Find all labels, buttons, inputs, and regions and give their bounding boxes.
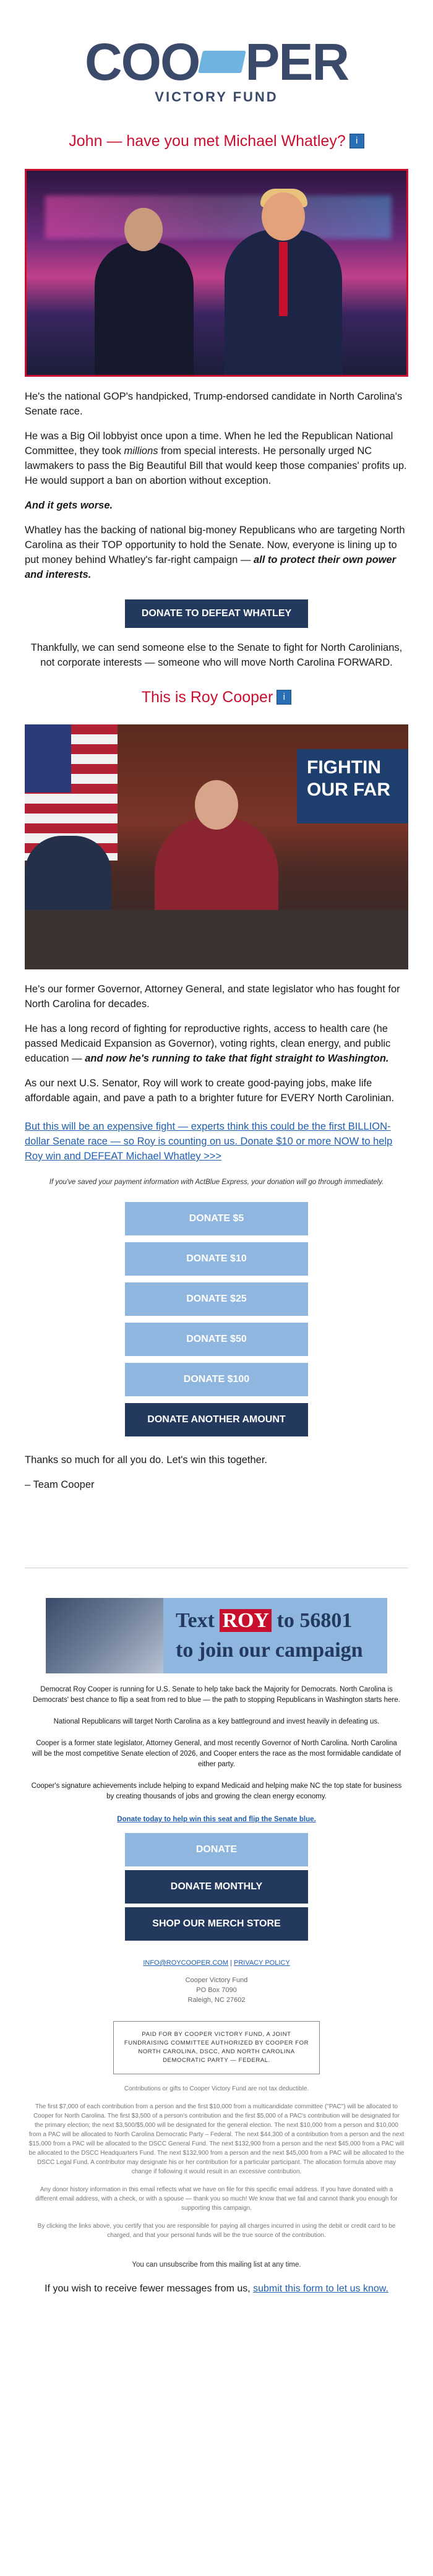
cooper-record-em: and now he's running to take that fight straight to Washington. [85,1053,389,1064]
legal-certification: By clicking the links above, you certify that you are responsible for paying all charges incurred in using the debit or credit card to be charged, and that your personal funds will be the true source of the contribution. [37,2223,396,2239]
fewer-messages-prefix: If you wish to receive fewer messages from us, [45,2283,254,2294]
text-roy-banner[interactable] [46,1598,387,1673]
unsubscribe-note: You can unsubscribe from this mailing list at any time. [132,2261,301,2269]
whatley-lobbyist-em: millions [124,445,158,457]
footer-para-2: National Republicans will target North Carolina as a key battleground and invest heavily in defeating us. [53,1718,380,1725]
privacy-policy-link[interactable]: PRIVACY POLICY [233,1959,290,1967]
merch-store-button[interactable]: SHOP OUR MERCH STORE [125,1907,308,1941]
footer-donate-button[interactable]: DONATE [125,1833,308,1866]
cooper-record [25,1021,408,1066]
footer-button-group [125,1833,308,1941]
expensive-fight-link[interactable]: But this will be an expensive fight — experts think this could be the first BILLION-dollar Senate race — so Roy is counting on us. Donate $10 or more NOW to help Roy win and DEFEAT Michael Whatley >>> [25,1121,393,1162]
donate-100-button[interactable]: DONATE $100 [125,1363,308,1396]
legal-donor-history: Any donor history information in this email reflects what we have on file for this specific email address. If you have donated with a different email address, with a check, or with a spouse — thank you so much! We know that we fail and cannot thank you enough for supporting this campaign. [35,2186,398,2212]
donate-amount-grid [125,1202,308,1436]
whatley-backing [25,523,408,582]
logo-word-right: PER [245,33,349,91]
cooper-head [195,780,238,830]
thanks-message: Thanks so much for all you do. Let's win this together. [25,1454,268,1466]
whatley-trump-photo[interactable] [25,169,408,377]
text-roy-line2: to join our campaign [176,1639,363,1662]
logo-word-left: COO [84,33,200,91]
flag-canton [25,724,71,792]
donate-another-amount-button[interactable]: DONATE ANOTHER AMOUNT [125,1403,308,1436]
paid-for-disclaimer: PAID FOR BY COOPER VICTORY FUND, A JOINT FUNDRAISING COMMITTEE AUTHORIZED BY COOPER FOR NORTH CAROLINA, DSCC, AND NORTH CAROLINA DEMOCRATIC PARTY — FEDERAL. [113,2021,320,2074]
donate-monthly-button[interactable]: DONATE MONTHLY [125,1870,308,1904]
text-roy-keyword: ROY [220,1609,272,1632]
whatley-lobbyist-b: from special interests. He personally urged NC lawmakers to pass the Big Beautiful Bill that would keep those companies' profits up. He would support a ban on abortion without exception. [25,445,407,486]
text-roy-number: to 56801 [272,1609,353,1632]
donate-5-button[interactable]: DONATE $5 [125,1202,308,1235]
whatley-figure [95,242,194,377]
cooper-logo [25,0,408,104]
nc-state-icon [198,51,246,73]
cooper-senator-plan: As our next U.S. Senator, Roy will work to create good-paying jobs, make life affordable again, and pave a path to a brighter future for EVERY North Carolinian. [25,1078,395,1104]
whatley-head [124,208,163,251]
fewer-messages-form-link[interactable]: submit this form to let us know. [253,2283,388,2294]
headline-whatley-text: John — have you met Michael Whatley? [69,132,346,150]
text-roy-prefix: Text [176,1609,220,1632]
legal-tax-note: Contributions or gifts to Cooper Victory Fund are not tax deductible. [124,2085,309,2092]
trump-head [262,192,305,241]
whatley-lobbyist [25,429,408,488]
mailing-address [25,1975,408,2005]
address-po-box: PO Box 7090 [196,1986,237,1994]
roundtable [25,910,408,969]
donate-50-button[interactable]: DONATE $50 [125,1323,308,1356]
contact-email-link[interactable]: INFO@ROYCOOPER.COM [143,1959,228,1967]
red-tie [279,242,288,316]
donate-defeat-whatley-button[interactable]: DONATE TO DEFEAT WHATLEY [125,599,308,628]
whatley-backing-a: Whatley has the backing of national big-money Republicans who are targeting North Carolina as their TOP opportunity to hold the Senate. Now, everyone is lining up to put money behind Whatley's far-right campaign — [25,525,405,565]
footer-para-3: Cooper is a former state legislator, Attorney General, and most recently Governor of North Carolina. North Carolina will be the most competitive Senate election of 2026, and Cooper enters the race as the most formidable candidate of either party. [32,1740,401,1768]
footer-links [25,1959,408,1967]
cooper-roundtable-photo[interactable] [25,724,408,969]
stage-lights [45,195,392,239]
donate-10-button[interactable]: DONATE $10 [125,1242,308,1276]
footer-para-4: Cooper's signature achievements include helping to expand Medicaid and helping make NC the top state for business by creating thousands of jobs and growing the clean energy economy. [31,1782,402,1800]
headline-cooper-text: This is Roy Cooper [141,689,273,706]
headline-cooper [25,685,408,710]
headline-whatley [25,129,408,153]
whatley-backing-em: all to protect their own power and interests. [25,554,397,580]
footer-link-separator: | [228,1959,234,1967]
email-body [25,0,408,2295]
supporters-photo [46,1598,163,1673]
logo-wordmark [25,33,408,91]
it-gets-worse: And it gets worse. [25,500,113,511]
trump-figure [225,230,342,377]
fighting-banner: FIGHTIN OUR FAR [297,749,408,823]
address-city: Raleigh, NC 27602 [187,1996,246,2004]
legal-allocation: The first $7,000 of each contribution from a person and the first $10,000 from a multicandidate committee ("PAC") will be allocated to Cooper for North Carolina. The first $3,500 of a person's contribution and the first $5,000 of a PAC's contribution will be designated for the primary election; the next $3,500/$5,000 will be designated for the general election. The next $10,000 from a person and $10,000 from a PAC will be allocated to North Carolina Democratic Party – Federal. The next $44,300 of a contribution from a person and the next $15,000 from a PAC will be allocated to the DSCC General Fund. The next $132,900 from a person and the next $45,000 from a PAC will be allocated to the DSCC Headquarters Fund. The next $132,900 from a person and the next $45,000 from a PAC will be allocated to the DSCC Legal Fund. A contributor may designate his or her contribution for a particular participant. The allocation formula above may change if following it would result in an excessive contribution. [28,2103,405,2175]
whatley-lobbyist-a: He was a Big Oil lobbyist once upon a time. When he led the Republican National Committee, they took [25,431,393,457]
actblue-express-note: If you've saved your payment information with ActBlue Express, your donation will go through immediately. [49,1179,384,1186]
address-name: Cooper Victory Fund [185,1977,248,1984]
donate-today-link[interactable]: Donate today to help win this seat and flip the Senate blue. [117,1816,316,1823]
text-roy-line1 [176,1609,352,1633]
info-icon: i [349,134,364,148]
footer-para-1: Democrat Roy Cooper is running for U.S. Senate to help take back the Majority for Democrats. North Carolina is Democrats' best chance to flip a seat from red to blue — the path to stopping Republicans in Washington starts here. [33,1686,400,1704]
cooper-record-a: He has a long record of fighting for reproductive rights, access to health care (he passed Medicaid Expansion as Governor), voting rights, clean energy, and public education — [25,1023,391,1064]
thankfully-paragraph: Thankfully, we can send someone else to the Senate to fight for North Carolinians, not corporate interests — someone who will move North Carolina FORWARD. [30,642,403,668]
team-signature: – Team Cooper [25,1479,95,1490]
whatley-intro: He's the national GOP's handpicked, Trump-endorsed candidate in North Carolina's Senate race. [25,391,403,417]
info-icon: i [277,690,291,705]
donate-25-button[interactable]: DONATE $25 [125,1282,308,1316]
cooper-intro: He's our former Governor, Attorney General, and state legislator who has fought for North Carolina for decades. [25,984,400,1010]
fewer-messages-note [25,2283,408,2295]
logo-subtitle: VICTORY FUND [155,89,278,105]
